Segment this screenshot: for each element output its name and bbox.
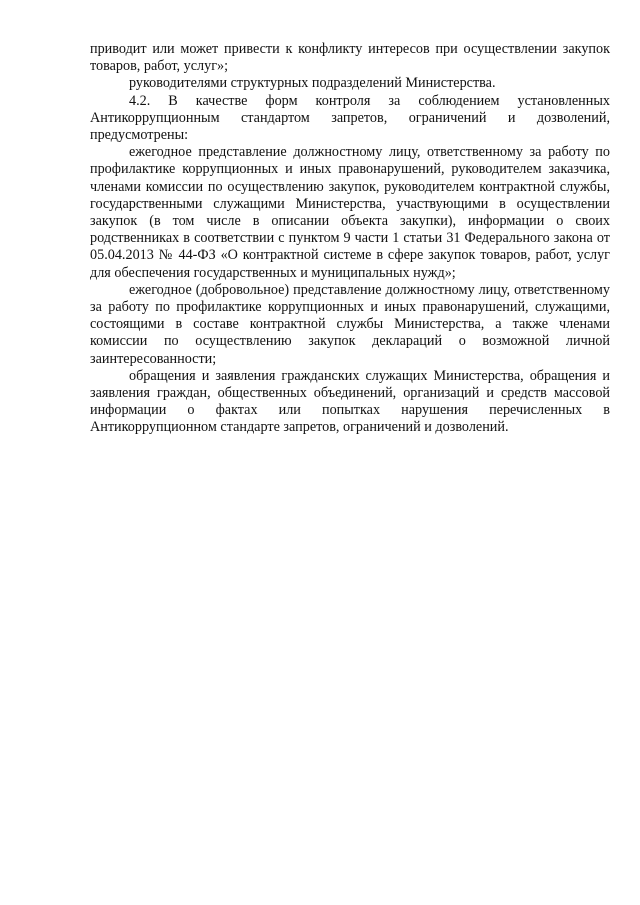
document-body <box>90 41 610 437</box>
paragraph-annual-relatives-info: ежегодное представление должностному лицу, ответственному за работу по профилактике коррупционных и иных правонарушений, руководителем заказчика, членами комиссии по осуществлению закупок, руководителем контрактной службы, государственными служащими Министерства, участвующими в осуществлении закупок (в том числе в описании объекта закупки), информации о своих родственниках в соответствии с пунктом 9 части 1 статьи 31 Федерального закона от 05.04.2013 № 44-ФЗ «О контрактной системе в сфере закупок товаров, работ, услуг для обеспечения государственных и муниципальных нужд»; <box>90 144 610 281</box>
paragraph-appeals: обращения и заявления гражданских служащих Министерства, обращения и заявления граждан, общественных объединений, организаций и средств массовой информации о фактах или попытках нарушения перечисленных в Антикоррупционном стандарте запретов, ограничений и дозволений. <box>90 367 610 436</box>
paragraph-annual-declaration: ежегодное (добровольное) представление должностному лицу, ответственному за работу по профилактике коррупционных и иных правонарушений, служащими, состоящими в составе контрактной службы Министерства, а также членами комиссии по осуществлению закупок деклараций о возможной личной заинтересованности; <box>90 281 610 367</box>
paragraph-section-4-2: 4.2. В качестве форм контроля за соблюдением установленных Антикоррупционным стандартом запретов, ограничений и дозволений, предусмотрены: <box>90 92 610 144</box>
paragraph-continuation: приводит или может привести к конфликту интересов при осуществлении закупок товаров, работ, услуг»; <box>90 41 610 75</box>
paragraph-structural-heads: руководителями структурных подразделений Министерства. <box>129 75 496 92</box>
